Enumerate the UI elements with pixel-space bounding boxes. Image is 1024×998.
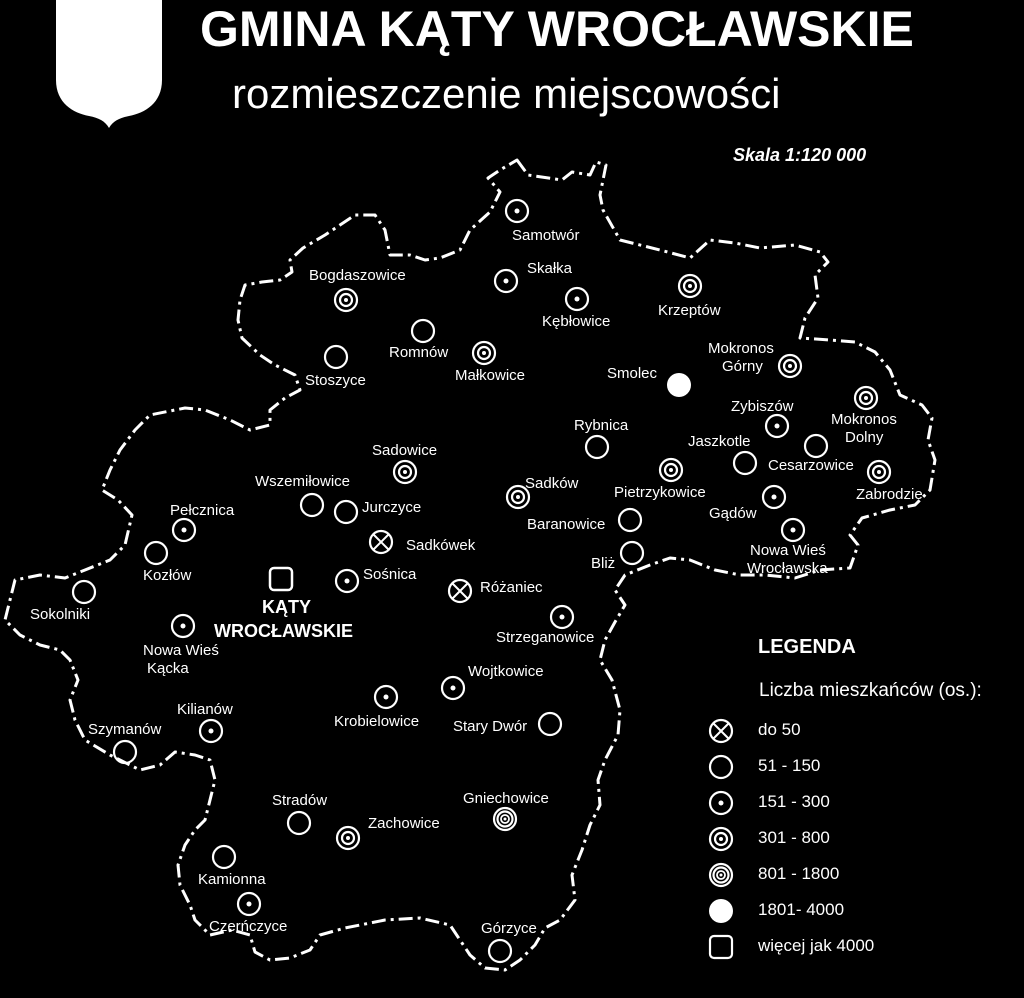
place-marker-double (868, 461, 890, 483)
place-label: Sokolniki (30, 606, 91, 623)
place-krobielowice (334, 686, 419, 730)
place-marker-dot (336, 570, 358, 592)
place-marker-dot (375, 686, 397, 708)
seat-label-line2: WROCŁAWSKIE (214, 621, 353, 641)
seat-label-line1: KĄTY (262, 597, 311, 617)
place-label-line2: Wrocławska (747, 560, 828, 577)
place-skalka (495, 260, 573, 292)
place-sadkow (507, 475, 579, 508)
place-label: Rybnica (574, 417, 629, 434)
place-szymanow (88, 721, 162, 763)
legend-item-label: 301 - 800 (758, 828, 830, 847)
place-label-line2: Kącka (147, 660, 189, 677)
place-zachowice (337, 815, 440, 849)
place-label: Stoszyce (305, 372, 366, 389)
place-label: Skałka (527, 260, 573, 277)
place-marker-double (679, 275, 701, 297)
place-label: Mokronos (708, 340, 774, 357)
place-smolec (607, 365, 691, 397)
place-gorzyce (481, 920, 537, 962)
legend-item-square (706, 934, 1006, 960)
place-marker-circle (586, 436, 608, 458)
place-marker-dot (495, 270, 517, 292)
place-label: Sadkówek (406, 537, 476, 554)
place-kilianow (177, 701, 233, 742)
place-marker-dot (200, 720, 222, 742)
place-marker-dot (172, 615, 194, 637)
place-marker-dot (442, 677, 464, 699)
place-marker-circle (288, 812, 310, 834)
place-marker-double (335, 289, 357, 311)
place-label: Jurczyce (362, 499, 422, 516)
place-mokronos-gorny (708, 340, 801, 377)
place-label: Szymanów (88, 721, 162, 738)
place-label: Nowa Wieś (143, 642, 219, 659)
place-sadowice (372, 442, 437, 483)
place-label: Czerńczyce (209, 918, 288, 935)
place-label: Kamionna (198, 871, 266, 888)
legend-item-label: do 50 (758, 720, 801, 739)
place-cesarzowice (768, 435, 854, 474)
place-marker-double (337, 827, 359, 849)
place-label: Romnów (389, 344, 449, 361)
place-marker-circle (621, 542, 643, 564)
place-marker-circle (335, 501, 357, 523)
legend-item-label: 801 - 1800 (758, 864, 840, 883)
legend-subtitle: Liczba mieszkańców (os.): (759, 680, 982, 701)
place-label: Sadków (525, 475, 579, 492)
place-stoszyce (305, 346, 366, 389)
place-marker-circle (619, 509, 641, 531)
place-rybnica (574, 417, 629, 458)
place-label-line2: Górny (722, 358, 763, 375)
place-mokronos-dolny (831, 387, 897, 446)
place-marker-circle (301, 494, 323, 516)
place-marker-circle (114, 741, 136, 763)
place-kozlow (143, 542, 192, 584)
place-marker-dot (766, 415, 788, 437)
place-bogdaszowice (309, 267, 406, 311)
place-label: Strzeganowice (496, 629, 595, 646)
place-label: Kozłów (143, 567, 192, 584)
place-gadow (709, 486, 785, 522)
legend-title: LEGENDA (758, 636, 856, 658)
place-marker-circle (805, 435, 827, 457)
legend-item-double (706, 826, 1006, 852)
place-jurczyce (335, 499, 421, 523)
place-marker-circle (412, 320, 434, 342)
legend-symbol-icon (706, 754, 736, 780)
legend-symbol-icon (706, 862, 736, 888)
place-label: Nowa Wieś (750, 542, 826, 559)
place-label: Wszemiłowice (255, 473, 351, 490)
place-label: Samotwór (512, 227, 580, 244)
place-zybiszow (731, 398, 794, 437)
legend-symbol-icon (706, 718, 736, 744)
place-marker-circle (325, 346, 347, 368)
legend-symbol-icon (706, 898, 736, 924)
place-label: Górzyce (481, 920, 537, 937)
place-strzeganowice (496, 606, 594, 646)
legend-item-label: 51 - 150 (758, 756, 821, 775)
place-czernczyce (209, 893, 287, 935)
legend-symbol-icon (706, 934, 736, 960)
place-label: Krzeptów (658, 302, 721, 319)
place-label: Sadowice (372, 442, 438, 459)
legend-symbol-icon (706, 790, 736, 816)
map-scale: Skala 1:120 000 (733, 145, 867, 165)
place-samotwor (506, 200, 580, 244)
place-label: Sośnica (363, 566, 417, 583)
place-marker-dot (238, 893, 260, 915)
place-sosnica (336, 566, 417, 592)
place-jaszkotle (688, 433, 756, 474)
place-romnow (389, 320, 448, 361)
place-krzeptow (658, 275, 721, 319)
place-marker-double (394, 461, 416, 483)
place-marker-dot (173, 519, 195, 541)
legend-item-label: 151 - 300 (758, 792, 830, 811)
legend-symbol-icon (706, 826, 736, 852)
place-stary-dwor (453, 713, 561, 735)
place-marker-cross (370, 531, 392, 553)
place-label: Stradów (272, 792, 328, 809)
place-label: Stary Dwór (453, 718, 528, 735)
place-marker-double (473, 342, 495, 364)
place-kamionna (198, 846, 266, 888)
place-marker-circle (73, 581, 95, 603)
place-marker-circle (734, 452, 756, 474)
place-pietrzykowice (614, 459, 706, 501)
place-sadkowek (370, 531, 476, 554)
place-label: Jaszkotle (688, 433, 751, 450)
place-marker-triple (494, 808, 516, 830)
legend-item-cross (706, 718, 1006, 744)
place-marker-dot (763, 486, 785, 508)
place-label: Krobielowice (334, 713, 420, 730)
place-label: Kębłowice (542, 313, 611, 330)
seat-marker (270, 568, 292, 590)
place-label: Smolec (607, 365, 658, 382)
legend-item-filled (706, 898, 1006, 924)
place-label: Różaniec (480, 579, 543, 596)
place-malkowice (455, 342, 525, 384)
place-bliz (591, 542, 643, 572)
place-label: Cesarzowice (768, 457, 854, 474)
place-stradow (272, 792, 327, 834)
place-marker-circle (539, 713, 561, 735)
place-marker-circle (489, 940, 511, 962)
place-label-line2: Dolny (845, 429, 884, 446)
legend-item-label: 1801- 4000 (758, 900, 845, 919)
place-marker-dot (782, 519, 804, 541)
place-marker-dot (566, 288, 588, 310)
place-baranowice (527, 509, 641, 533)
place-label: Kilianów (177, 701, 233, 718)
place-label: Baranowice (527, 516, 606, 533)
place-pelcznica (170, 502, 235, 541)
map-title: GMINA KĄTY WROCŁAWSKIE (200, 1, 914, 57)
legend-item-label: więcej jak 4000 (758, 936, 875, 955)
place-zabrodzie (856, 461, 923, 503)
place-label: Mokronos (831, 411, 897, 428)
legend-item-circle (706, 754, 1006, 780)
place-keblowice (542, 288, 610, 330)
place-label: Bogdaszowice (309, 267, 406, 284)
place-label: Bliż (591, 555, 616, 572)
legend-item-dot (706, 790, 1006, 816)
place-label: Pietrzykowice (614, 484, 706, 501)
place-wojtkowice (442, 663, 544, 699)
place-rozaniec (449, 579, 543, 602)
place-marker-circle (213, 846, 235, 868)
place-label: Pełcznica (170, 502, 235, 519)
place-label: Małkowice (455, 367, 526, 384)
place-label: Zachowice (368, 815, 440, 832)
place-marker-double (779, 355, 801, 377)
place-marker-dot (506, 200, 528, 222)
place-marker-circle (145, 542, 167, 564)
place-marker-double (660, 459, 682, 481)
place-label: Zybiszów (731, 398, 794, 415)
place-sokolniki (30, 581, 95, 623)
map-subtitle: rozmieszczenie miejscowości (232, 70, 781, 117)
place-gniechowice (463, 790, 549, 830)
place-label: Wojtkowice (468, 663, 544, 680)
place-marker-double (855, 387, 877, 409)
legend-item-triple (706, 862, 1006, 888)
place-nowa-wies-kacka (143, 615, 219, 677)
place-label: Gądów (709, 505, 757, 522)
place-marker-cross (449, 580, 471, 602)
place-label: Gniechowice (463, 790, 549, 807)
place-marker-filled (667, 373, 691, 397)
place-nowa-wies-wroclawska (747, 519, 828, 577)
place-marker-dot (551, 606, 573, 628)
place-label: Zabrodzie (856, 486, 923, 503)
